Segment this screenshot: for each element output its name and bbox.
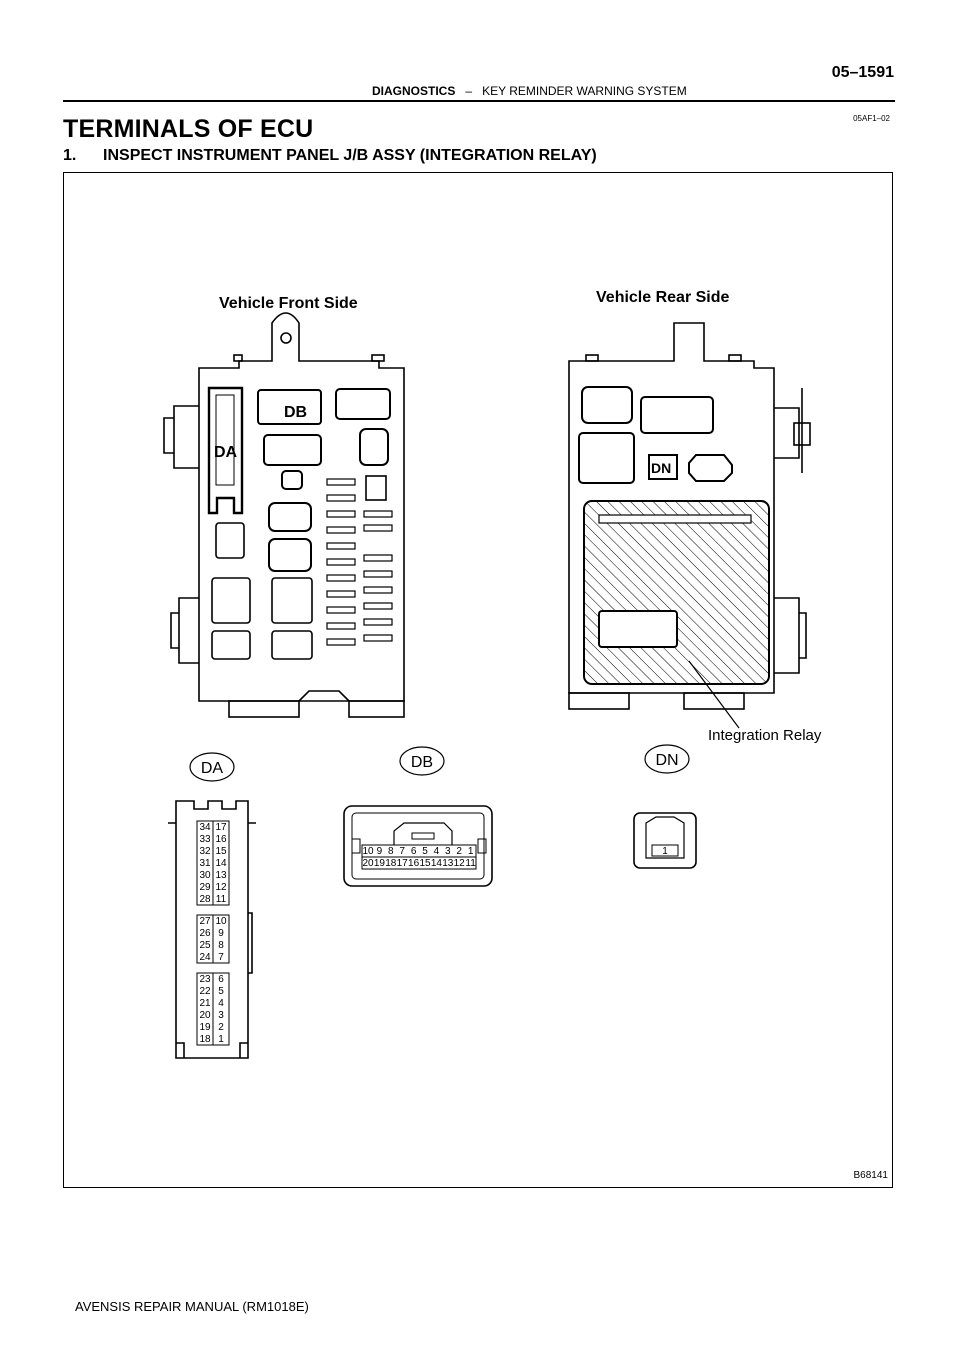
header-rule — [63, 100, 895, 102]
da-pin-number: 33 — [199, 834, 211, 845]
page-title: TERMINALS OF ECU — [63, 115, 314, 143]
header-section: DIAGNOSTICS — [372, 84, 456, 98]
dn-connector — [634, 813, 696, 868]
integration-relay-label: Integration Relay — [708, 727, 822, 744]
da-pin-number: 32 — [199, 846, 211, 857]
db-pin-number: 11 — [465, 858, 476, 869]
db-pin-number: 19 — [373, 858, 385, 869]
db-pin-number: 15 — [419, 858, 431, 869]
front-junction-block — [164, 313, 404, 717]
da-bubble-label: DA — [200, 760, 224, 777]
da-pin-number: 10 — [215, 916, 227, 927]
db-pin-number: 13 — [442, 858, 454, 869]
dn-bubble-label: DN — [655, 752, 679, 769]
header-separator: – — [465, 84, 473, 98]
da-pin-number: 7 — [218, 952, 224, 963]
step-heading: 1. INSPECT INSTRUMENT PANEL J/B ASSY (INTEGRATION RELAY) — [63, 147, 597, 164]
db-pin-number: 17 — [396, 858, 408, 869]
da-pin-number: 20 — [199, 1010, 211, 1021]
db-pin-number: 4 — [433, 846, 440, 857]
da-pin-number: 16 — [215, 834, 227, 845]
db-socket-label: DB — [284, 404, 308, 421]
db-pin-number: 1 — [467, 846, 474, 857]
db-pin-number: 6 — [410, 846, 417, 857]
connector-figure — [63, 172, 893, 1188]
document-code: 05AF1–02 — [853, 114, 890, 123]
da-pin-number: 25 — [199, 940, 211, 951]
running-header — [372, 84, 687, 98]
db-pin-number: 2 — [456, 846, 462, 857]
figure-code: B68141 — [853, 1170, 888, 1181]
da-pin-number: 11 — [215, 894, 227, 905]
db-pin-number: 9 — [376, 846, 383, 857]
da-pin-number: 27 — [199, 916, 211, 927]
db-pin-number: 5 — [422, 846, 428, 857]
vehicle-rear-side-label: Vehicle Rear Side — [596, 289, 730, 306]
da-pin-number: 31 — [199, 858, 211, 869]
da-socket-label: DA — [214, 444, 238, 461]
page-number: 05–1591 — [831, 64, 894, 81]
da-pin-number: 1 — [218, 1034, 224, 1045]
db-bubble-label: DB — [410, 754, 434, 771]
da-pin-number: 14 — [215, 858, 227, 869]
da-pin-number: 17 — [215, 822, 227, 833]
da-pin-number: 5 — [218, 986, 224, 997]
da-pin-number: 19 — [199, 1022, 211, 1033]
db-pin-number: 3 — [445, 846, 451, 857]
da-pin-number: 24 — [199, 952, 211, 963]
da-pin-number: 6 — [218, 974, 224, 985]
db-pin-number: 10 — [362, 846, 374, 857]
db-pin-numbers — [362, 846, 476, 869]
db-pin-number: 18 — [385, 858, 397, 869]
da-pin-number: 28 — [199, 894, 211, 905]
figure-drawing — [64, 173, 892, 1186]
da-pin-number: 22 — [199, 986, 211, 997]
db-pin-number: 12 — [453, 858, 465, 869]
dn-pin-number: 1 — [662, 846, 668, 857]
dn-socket-label: DN — [651, 460, 672, 476]
footer-manual-title: AVENSIS REPAIR MANUAL (RM1018E) — [75, 1299, 309, 1314]
header-subsection: KEY REMINDER WARNING SYSTEM — [482, 84, 687, 98]
da-pin-number: 34 — [199, 822, 211, 833]
da-pin-number: 26 — [199, 928, 211, 939]
da-pin-number: 2 — [218, 1022, 224, 1033]
da-pin-number: 3 — [218, 1010, 224, 1021]
db-pin-number: 7 — [399, 846, 405, 857]
db-pin-number: 14 — [430, 858, 442, 869]
da-pin-number: 4 — [218, 998, 224, 1009]
integration-relay — [584, 501, 769, 684]
da-pin-number: 13 — [215, 870, 227, 881]
da-pin-number: 18 — [199, 1034, 211, 1045]
da-pin-number: 15 — [215, 846, 227, 857]
vehicle-front-side-label: Vehicle Front Side — [219, 295, 358, 312]
da-pin-number: 29 — [199, 882, 211, 893]
da-pin-number: 30 — [199, 870, 211, 881]
da-pin-number: 8 — [218, 940, 224, 951]
da-pin-number: 12 — [215, 882, 227, 893]
da-pin-number: 23 — [199, 974, 211, 985]
da-pin-number: 9 — [218, 928, 224, 939]
da-connector — [168, 801, 256, 1058]
db-pin-number: 16 — [408, 858, 420, 869]
db-pin-number: 20 — [362, 858, 374, 869]
dn-pin-numbers — [662, 846, 668, 857]
da-pin-number: 21 — [199, 998, 211, 1009]
db-pin-number: 8 — [388, 846, 394, 857]
